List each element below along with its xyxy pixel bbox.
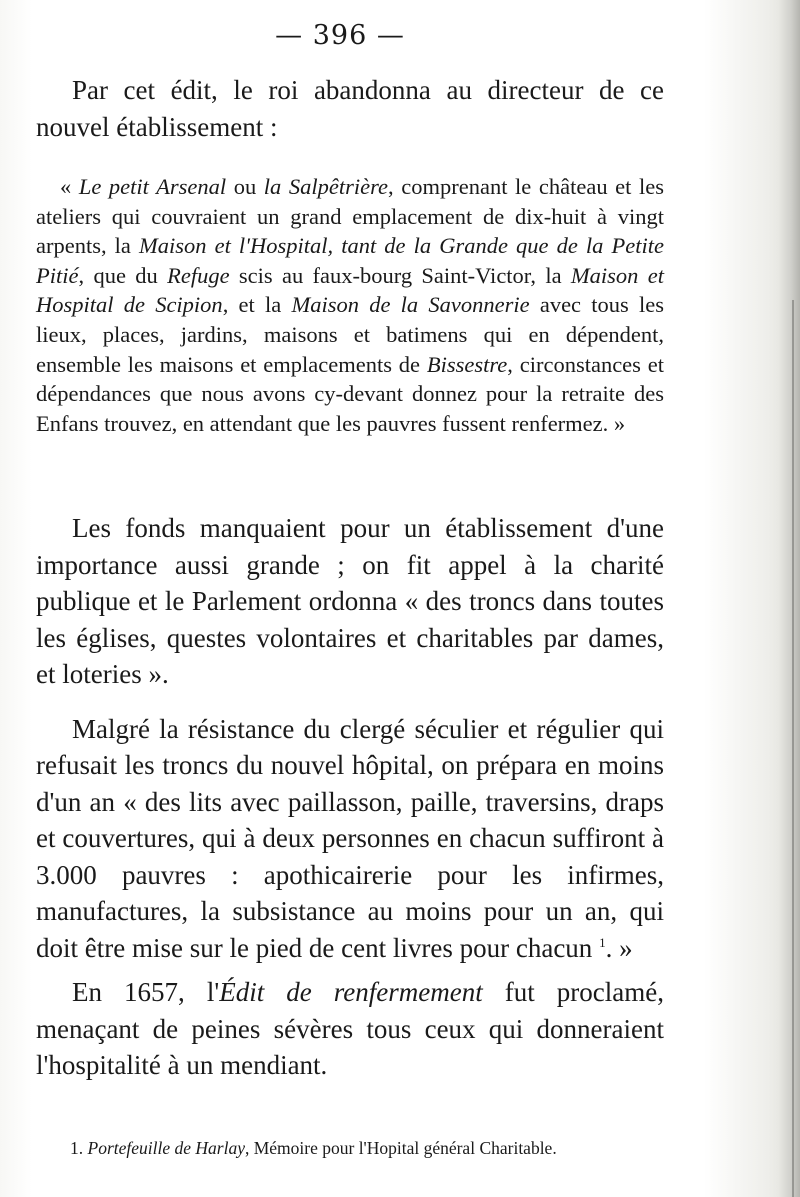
quote-text-7: , circonstances et dépendances que nous avons cy-devant donnez pour la retraite des Enfans trouvez, en attendant que les pauvres fussent renfermez. »	[36, 351, 664, 436]
quote-place-2: la Salpêtrière	[263, 174, 389, 199]
paragraph-edict	[36, 974, 664, 1084]
intro-block	[36, 72, 664, 145]
quote-open: «	[60, 174, 79, 199]
footnote-source: Portefeuille de Harlay	[87, 1138, 245, 1158]
page-edge-line	[792, 300, 794, 1197]
quote-place-1: Le petit Arsenal	[78, 174, 227, 199]
page-edge-shadow	[778, 0, 800, 1197]
quote-text-5: , et la	[222, 292, 292, 318]
paragraph-edict-title: Édit de renfermement	[219, 977, 483, 1007]
quote-place-5: Maison et Hospital de Scipion	[36, 262, 664, 318]
quote-text-4: scis au faux-bourg Saint-Victor, la	[229, 262, 571, 288]
quote-text-2: , comprenant le château et les ateliers qui couvraient un grand emplacement de dix-huit à vingt arpents, la	[36, 174, 664, 259]
body-paragraphs	[36, 510, 664, 1084]
quote-place-4: Refuge	[167, 262, 230, 288]
quote-place-3: Maison et l'Hospital, tant de la Grande que de la Petite Pitié	[36, 233, 664, 288]
paragraph-edict-text-1: En 1657, l'	[72, 977, 220, 1007]
footnote-number: 1.	[70, 1138, 88, 1158]
quote-paragraph	[36, 172, 664, 438]
quote-text-1: ou	[226, 174, 264, 199]
quote-place-7: Bissestre	[426, 351, 508, 377]
footnote-reference: 1	[599, 934, 606, 950]
intro-paragraph: Par cet édit, le roi abandonna au directeur de ce nouvel établissement :	[36, 75, 664, 142]
quote-text-6: avec tous les lieux, places, jardins, maisons et batimens qui en dépendent, ensemble les maisons et emplacements de	[36, 292, 664, 377]
paragraph-funds: Les fonds manquaient pour un établissement d'une importance aussi grande ; on fit appel à la charité publique et le Parlement ordonna « des troncs dans toutes les églises, questes volontaires et charitables par dames, et loteries ».	[36, 513, 664, 689]
paragraph-resistance-text: Malgré la résistance du clergé séculier et régulier qui refusait les troncs du nouvel hôpital, on prépara en moins d'un an « des lits avec paillasson, paille, traversins, draps et couvertures, qui à deux personnes en chacun suffiront à 3.000 pauvres : apothicairerie pour les infirmes, manufactures, la subsistance au moins pour un an, qui doit être mise sur le pied de cent livres pour chacun	[36, 713, 664, 963]
paragraph-edict-text-2: fut proclamé, menaçant de peines sévères tous ceux qui donneraient l'hospitalité à un mendiant.	[36, 977, 664, 1080]
quote-block	[36, 172, 664, 438]
page-number: — 396 —	[275, 20, 405, 51]
footnote	[70, 1137, 670, 1159]
quote-place-6: Maison de la Savonnerie	[291, 292, 530, 318]
paragraph-resistance	[36, 711, 664, 967]
paragraph-resistance-close: . »	[605, 932, 633, 963]
quote-text-3: , que du	[78, 262, 168, 288]
footnote-text: , Mémoire pour l'Hopital général Charitable.	[244, 1138, 557, 1158]
